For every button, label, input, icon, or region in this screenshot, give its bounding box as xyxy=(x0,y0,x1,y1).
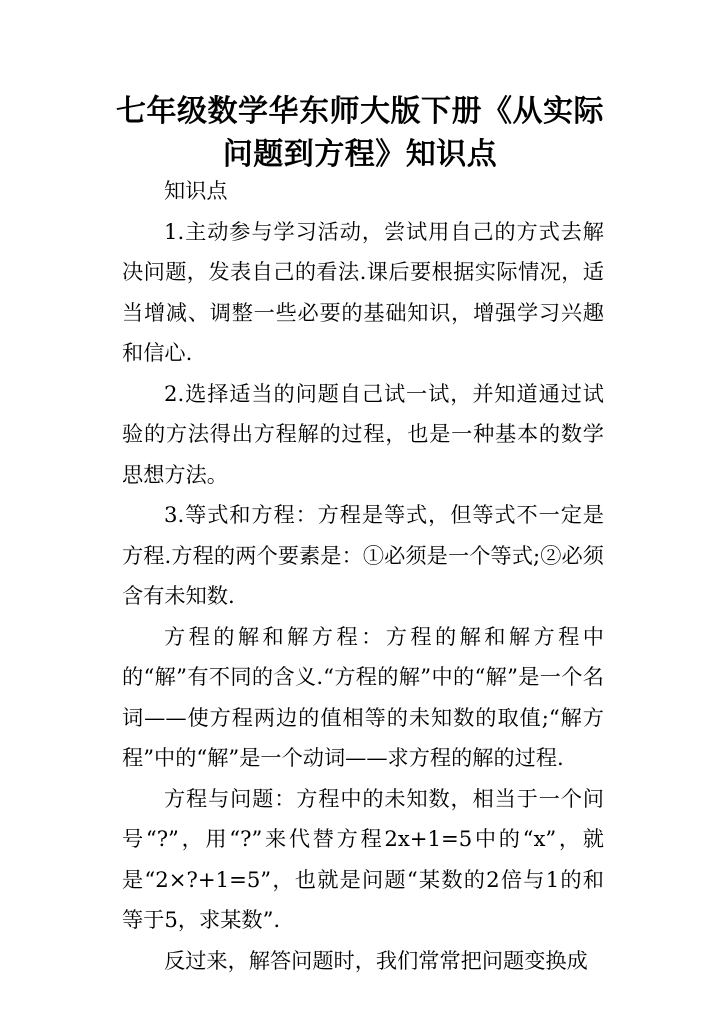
paragraph-5: 方程与问题：方程中的未知数，相当于一个问号“?”，用“?”来代替方程2x+1=5中的“x”，就是“2×?+1=5”，也就是问题“某数的2倍与1的和等于5，求某数”. xyxy=(122,785,604,932)
paragraph-1: 1.主动参与学习活动，尝试用自己的方式去解决问题，发表自己的看法.课后要根据实际情况，适当增减、调整一些必要的基础知识，增强学习兴趣和信心. xyxy=(122,218,604,365)
paragraph-6: 反过来，解答问题时，我们常常把问题变换成 xyxy=(164,947,588,973)
section-heading: 知识点 xyxy=(164,178,228,203)
title-line-1: 七年级数学华东师大版下册《从实际 xyxy=(116,94,604,129)
document-body xyxy=(122,171,604,981)
paragraph-3: 3.等式和方程：方程是等式，但等式不一定是方程.方程的两个要素是：①必须是一个等式;②必须含有未知数. xyxy=(122,502,604,608)
title-line-2: 问题到方程》知识点 xyxy=(222,137,498,172)
paragraph-4: 方程的解和解方程：方程的解和解方程中的“解”有不同的含义.“方程的解”中的“解”是一个名词——使方程两边的值相等的未知数的取值;“解方程”中的“解”是一个动词——求方程的解的过程. xyxy=(122,623,604,770)
paragraph-2: 2.选择适当的问题自己试一试，并知道通过试验的方法得出方程解的过程，也是一种基本的数学思想方法。 xyxy=(122,380,604,487)
document-title xyxy=(100,90,620,176)
